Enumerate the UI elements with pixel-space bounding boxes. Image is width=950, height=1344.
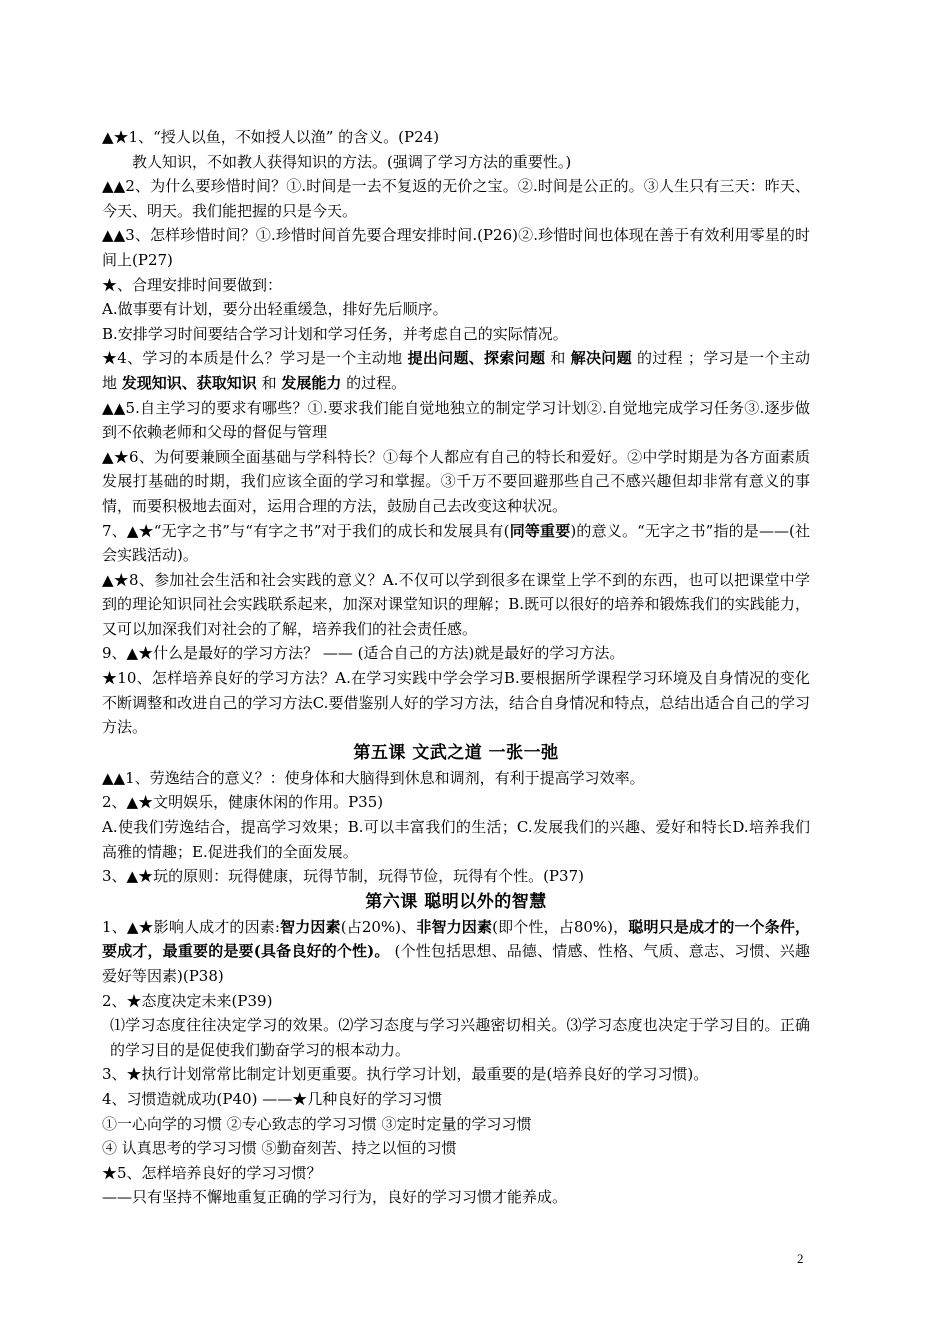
- time-plan-b: B.安排学习时间要结合学习计划和学习任务，并考虑自己的实际情况。: [102, 324, 568, 343]
- question-7: 7、▲★“无字之书”与“有字之书”对于我们的成长和发展具有(同等重要)的意义。“无字之书”指的是——(社会实践活动)。: [102, 521, 810, 565]
- lesson5-question-1: ▲▲1、劳逸结合的意义？：使身体和大脑得到休息和调剂，有利于提高学习效率。: [102, 768, 645, 787]
- time-plan-heading: ★、合理安排时间要做到：: [102, 275, 283, 294]
- lesson6-question-4: 4、习惯造就成功(P40) ——★几种良好的学习习惯: [102, 1089, 443, 1108]
- question-9: 9、▲★什么是最好的学习方法？ —— (适合自己的方法)就是最好的学习方法。: [102, 644, 625, 663]
- question-1: ▲★1、“授人以鱼，不如授人以渔” 的含义。(P24): [102, 128, 440, 146]
- question-2: ▲▲2、为什么要珍惜时间？①.时间是一去不复返的无价之宝。②.时间是公正的。③人生只有三天：昨天、今天、明天。我们能把握的只是今天。: [102, 177, 810, 220]
- lesson6-question-5: ★5、怎样培养良好的学习习惯？: [102, 1163, 322, 1182]
- lesson5-question-2: 2、▲★文明娱乐，健康休闲的作用。P35): [102, 793, 384, 812]
- lesson6-question-3: 3、★执行计划常常比制定计划更重要。执行学习计划，最重要的是(培养良好的学习习惯)。: [102, 1065, 709, 1084]
- habits-line-2: ④ 认真思考的学习习惯 ⑤勤奋刻苦、持之以恒的习惯: [102, 1139, 457, 1158]
- lesson6-answer-5: ——只有坚持不懈地重复正确的学习行为，良好的学习习惯才能养成。: [102, 1188, 568, 1207]
- lesson-6-heading: 第六课 聪明以外的智慧: [365, 891, 547, 912]
- lesson5-answer-2: A.使我们劳逸结合，提高学习效果；B.可以丰富我们的生活；C.发展我们的兴趣、爱好和特长D.培养我们高雅的情趣；E.促进我们的全面发展。: [102, 818, 810, 861]
- lesson-5-heading: 第五课 文武之道 一张一弛: [353, 742, 559, 763]
- question-4: ★4、学习的本质是什么？学习是一个主动地 提出问题、探索问题 和 解决问题 的过程 ；学习是一个主动地 发现知识、获取知识 和 发展能力 的过程。: [102, 349, 810, 392]
- answer-1: 教人知识，不如教人获得知识的方法。(强调了学习方法的重要性。): [132, 152, 572, 171]
- question-8: ▲★8、参加社会生活和社会实践的意义？A.不仅可以学到很多在课堂上学不到的东西，也可以把课堂中学到的理论知识同社会实践联系起来，加深对课堂知识的理解；B.既可以很好的培养和锻炼我们的实践能力，又可以加深我们对社会的了解，培养我们的社会责任感。: [102, 570, 810, 638]
- time-plan-a: A.做事要有计划，要分出轻重缓急，排好先后顺序。: [102, 300, 448, 319]
- question-6: ▲★6、为何要兼顾全面基础与学科特长？①每个人都应有自己的特长和爱好。②中学时期是为各方面素质发展打基础的时期，我们应该全面的学习和掌握。③千万不要回避那些自己不感兴趣但却非常有意义的事情，而要积极地去面对，运用合理的方法，鼓励自己去改变这种状况。: [102, 447, 810, 515]
- lesson6-question-2: 2、★态度决定未来(P39): [102, 991, 273, 1010]
- lesson6-question-1: 1、▲★影响人成才的因素:智力因素(占20%)、非智力因素(即个性，占80%)，聪明只是成才的一个条件，要成才，最重要的是要(具备良好的个性)。 (个性包括思想、品德、情感、性格、气质、意志、习惯、兴趣爱好等因素)(P38): [102, 917, 810, 985]
- habits-line-1: ①一心向学的习惯 ②专心致志的学习习惯 ③定时定量的学习习惯: [102, 1114, 532, 1133]
- page-number: 2: [797, 1251, 804, 1266]
- lesson5-question-3: 3、▲★玩的原则：玩得健康，玩得节制，玩得节俭，玩得有个性。(P37): [102, 867, 584, 886]
- question-5: ▲▲5.自主学习的要求有哪些？①.要求我们能自觉地独立的制定学习计划②.自觉地完成学习任务③.逐步做到不依赖老师和父母的督促与管理: [102, 398, 810, 442]
- question-3: ▲▲3、怎样珍惜时间？①.珍惜时间首先要合理安排时间.(P26)②.珍惜时间也体现在善于有效利用零星的时间上(P27): [102, 226, 810, 269]
- lesson6-answer-2: ⑴学习态度往往决定学习的效果。⑵学习态度与学习兴趣密切相关。⑶学习态度也决定于学习目的。正确的学习目的是促使我们勤奋学习的根本动力。: [110, 1016, 810, 1059]
- question-10: ★10、怎样培养良好的学习方法？A.在学习实践中学会学习B.要根据所学课程学习环境及自身情况的变化不断调整和改进自己的学习方法C.要借鉴别人好的学习方法，结合自身情况和特点，总结出适合自己的学习方法。: [102, 669, 810, 737]
- document-body: [102, 125, 810, 1210]
